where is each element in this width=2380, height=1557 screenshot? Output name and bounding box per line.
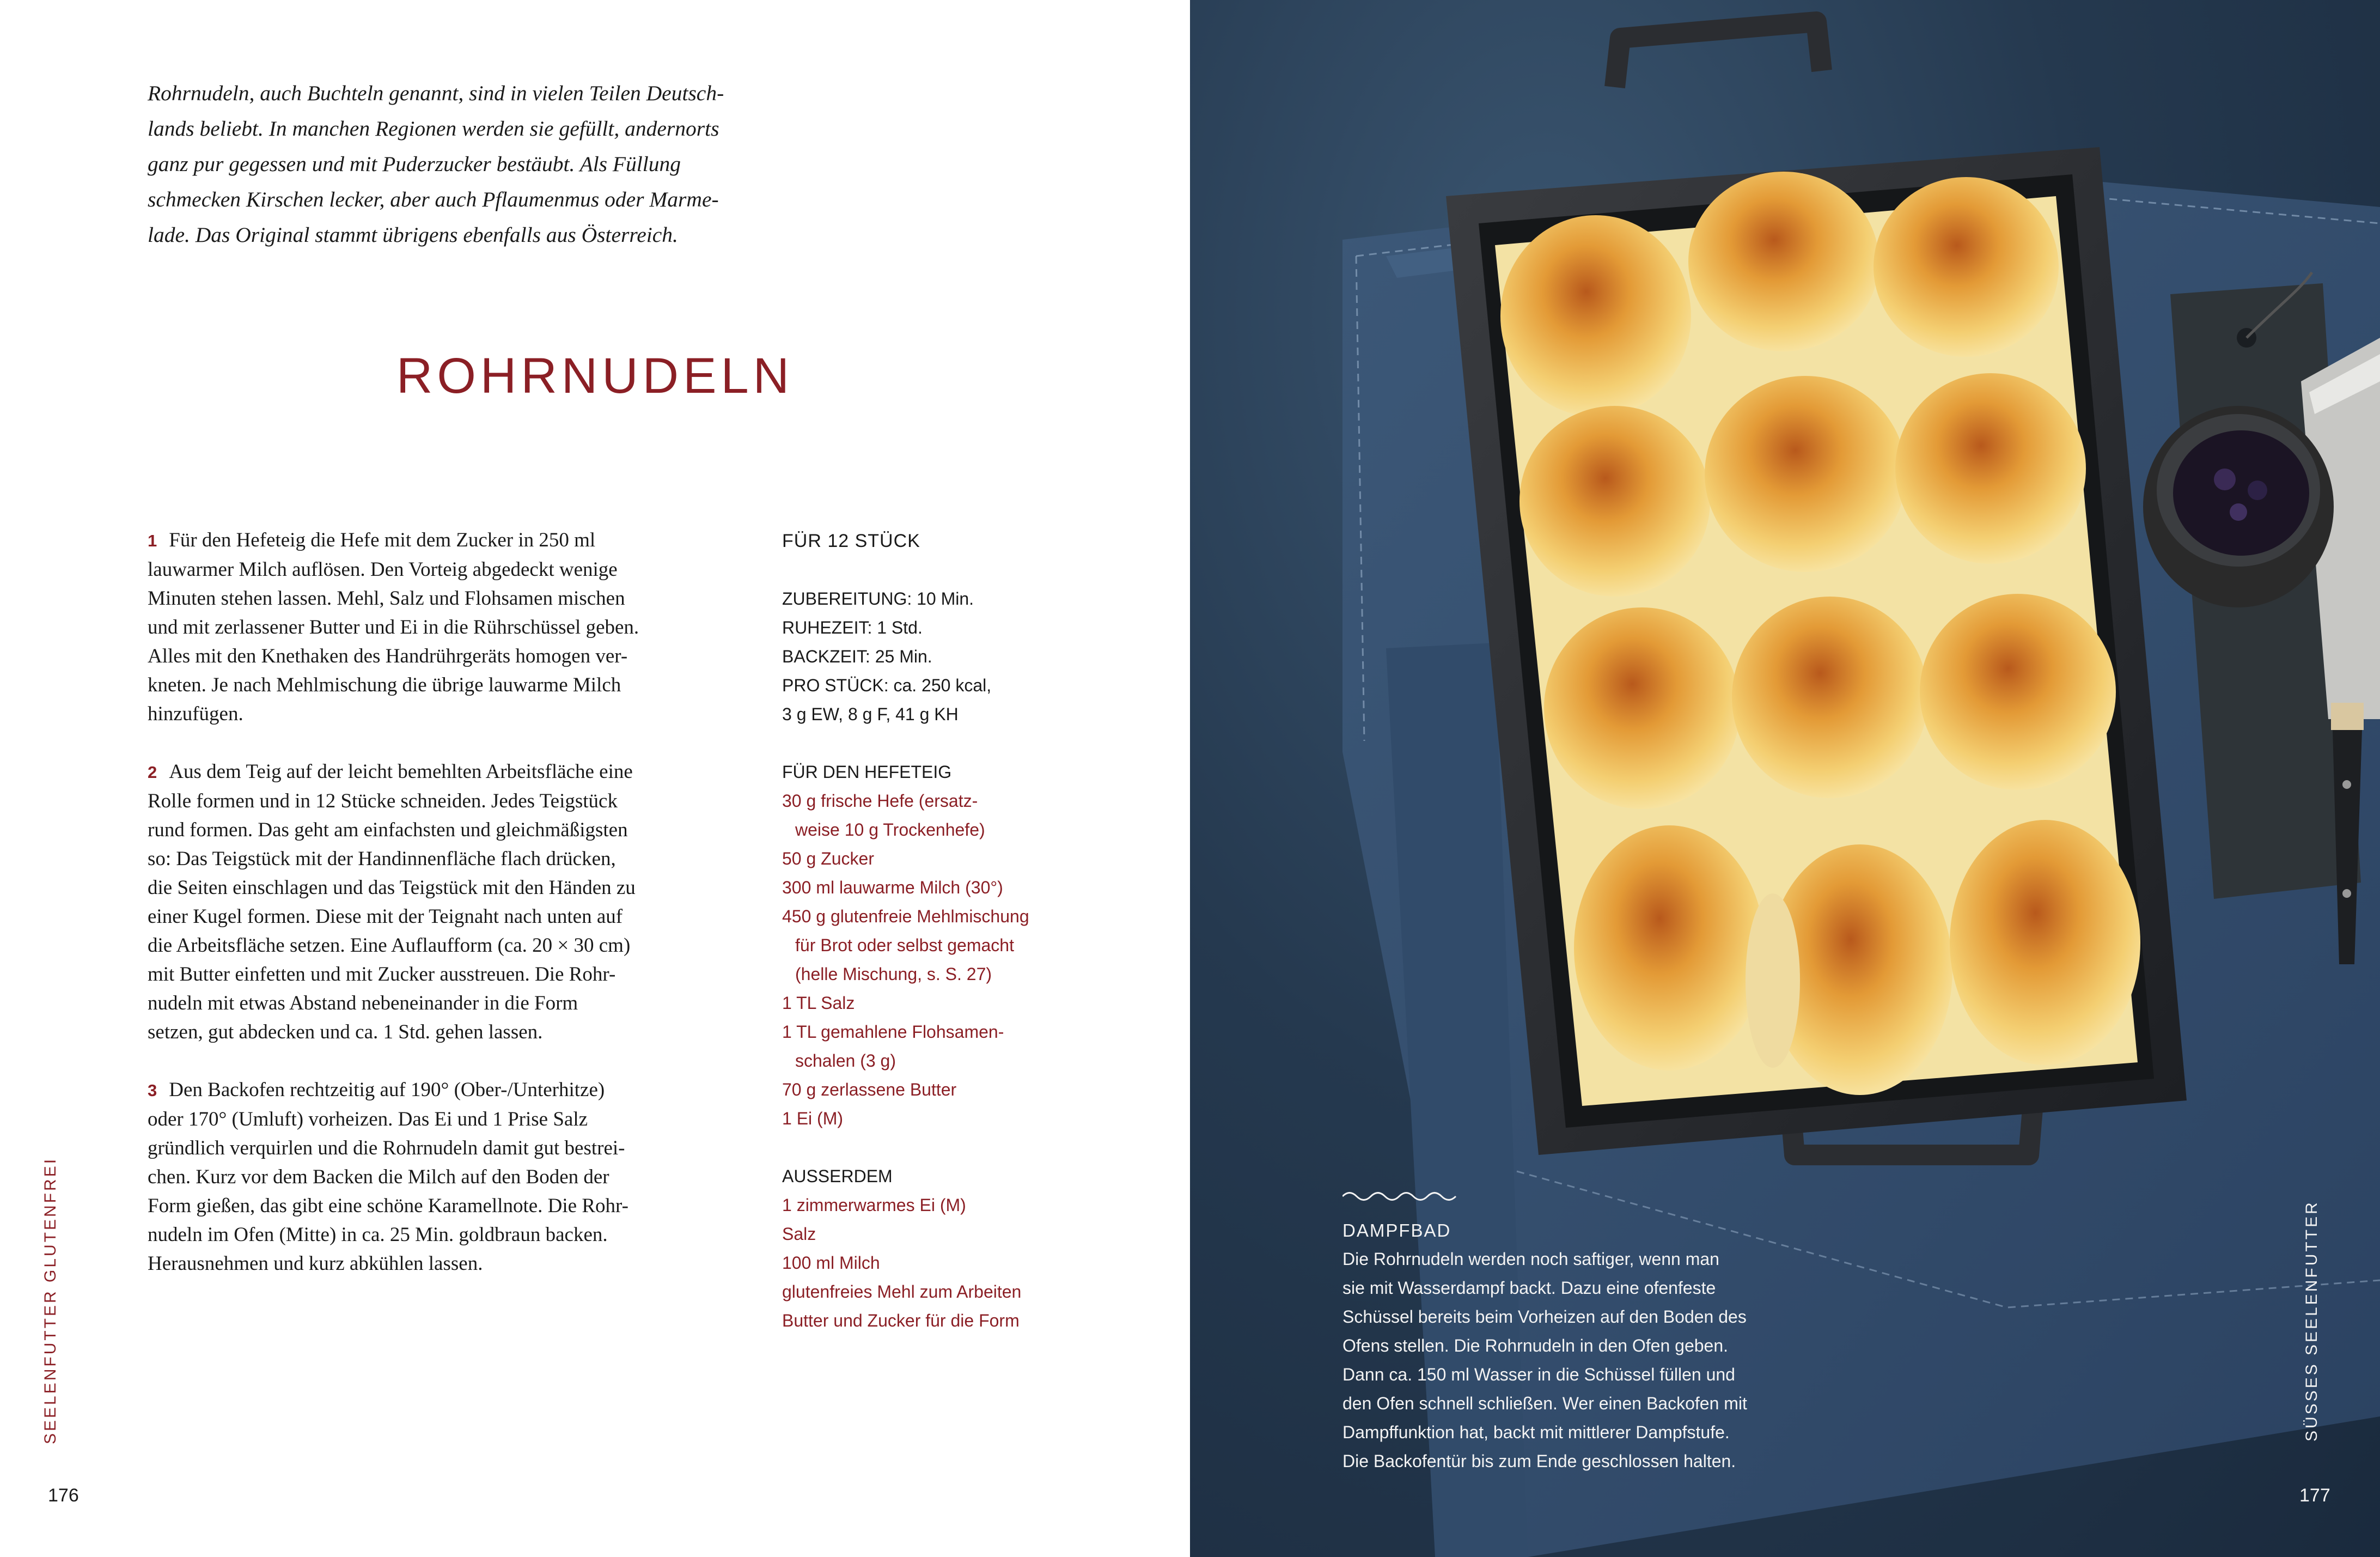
ingredient-item [782,1249,1109,1278]
wave-ornament-icon [1342,1189,1457,1203]
step-line: setzen, gut abdecken und ca. 1 Std. gehen lassen. [148,1021,543,1043]
intro-line: Rohrnudeln, auch Buchteln genannt, sind in vielen Teilen Deutsch- [148,81,724,105]
ingredient-line: schalen (3 g) [795,1051,896,1071]
step-line: einer Kugel formen. Diese mit der Teignaht nach unten auf [148,905,623,928]
ingredients-column [782,527,1109,1364]
intro-line: schmecken Kirschen lecker, aber auch Pflaumenmus oder Marme- [148,187,719,211]
ingredient-line: Butter und Zucker für die Form [782,1311,1020,1330]
ingredient-item [782,902,1109,989]
step-number: 2 [148,763,157,782]
bun [1688,172,1879,351]
intro-line: ganz pur gegessen und mit Puderzucker bestäubt. Als Füllung [148,152,681,176]
bun [1705,376,1906,572]
bun [1519,406,1710,597]
step-number: 3 [148,1081,157,1100]
ingredient-line: 300 ml lauwarme Milch (30°) [782,878,1003,897]
info-line: ZUBEREITUNG: 10 Min. [782,589,974,609]
step-line: kneten. Je nach Mehlmischung die übrige lauwarme Milch [148,674,621,696]
step-line: Für den Hefeteig die Hefe mit dem Zucker in 250 ml [169,529,596,551]
step-line: lauwarmer Milch auflösen. Den Vorteig abgedeckt wenige [148,558,618,581]
step-line: mit Butter einfetten und mit Zucker ausstreuen. Die Rohr- [148,963,616,986]
ingredient-group-heading: FÜR DEN HEFETEIG [782,762,952,782]
bun [1920,594,2116,790]
ingredient-item [782,989,1109,1018]
ingredient-item [782,787,1109,844]
buns [1500,172,2140,1095]
step-1 [148,526,725,728]
intro-paragraph [148,76,834,253]
tip-title: DAMPFBAD [1342,1220,1451,1240]
step-line: gründlich verquirlen und die Rohrnudeln damit gut bestrei- [148,1137,625,1159]
step-number: 1 [148,531,157,550]
ingredient-item [782,873,1109,902]
ingredient-line: 1 TL gemahlene Flohsamen- [782,1022,1004,1042]
ingredient-line: 70 g zerlassene Butter [782,1080,957,1099]
ingredient-item [782,1075,1109,1104]
bun [1544,607,1740,809]
ingredient-line: 100 ml Milch [782,1253,880,1273]
page-number-right: 177 [2299,1485,2330,1506]
running-head-right: SÜSSES SEELENFUTTER [2303,1200,2321,1442]
tip-box [1342,1189,1767,1476]
ingredient-item [782,1220,1109,1249]
step-line: hinzufügen. [148,703,243,725]
ingredient-line: weise 10 g Trockenhefe) [795,820,985,840]
ingredient-list-extra [782,1191,1109,1335]
ingredient-item [782,1018,1109,1075]
recipe-title: ROHRNUDELN [396,348,794,404]
tip-body [1342,1245,1767,1476]
step-line: Aus dem Teig auf der leicht bemehlten Arbeitsfläche eine [169,761,633,783]
tip-line: Dann ca. 150 ml Wasser in die Schüssel füllen und [1342,1365,1735,1384]
ingredient-line: (helle Mischung, s. S. 27) [795,964,992,984]
ingredient-line: 1 Ei (M) [782,1109,843,1128]
step-line: nudeln mit etwas Abstand nebeneinander in die Form [148,992,578,1014]
recipe-info [782,585,1109,729]
intro-line: lands beliebt. In manchen Regionen werden sie gefüllt, andernorts [148,117,719,141]
ingredient-item [782,1191,1109,1220]
tip-line: Die Rohrnudeln werden noch saftiger, wenn man [1342,1249,1719,1269]
info-line: BACKZEIT: 25 Min. [782,647,932,666]
tip-line: Die Backofentür bis zum Ende geschlossen halten. [1342,1451,1736,1471]
step-line: so: Das Teigstück mit der Handinnenfläche flach drücken, [148,848,616,870]
step-line: rund formen. Das geht am einfachsten und gleichmäßigsten [148,819,628,841]
tip-line: Schüssel bereits beim Vorheizen auf den Boden des [1342,1307,1747,1327]
tip-line: Ofens stellen. Die Rohrnudeln in den Ofen geben. [1342,1336,1729,1355]
ingredient-line: 50 g Zucker [782,849,874,868]
step-line: die Seiten einschlagen und das Teigstück mit den Händen zu [148,877,636,899]
bun [1895,373,2086,564]
bun [1950,820,2140,1065]
instruction-steps [148,526,725,1307]
tip-line: sie mit Wasserdampf backt. Dazu eine ofenfeste [1342,1278,1716,1298]
running-head-left: SEELENFUTTER GLUTENFREI [41,1157,59,1444]
bun [1732,597,1928,798]
ingredient-item [782,1104,1109,1133]
ingredient-line: 1 TL Salz [782,993,855,1013]
ingredient-line: 450 g glutenfreie Mehlmischung [782,907,1029,926]
page-number-left: 176 [48,1485,79,1506]
ingredient-item [782,844,1109,873]
info-line: RUHEZEIT: 1 Std. [782,618,923,637]
ingredient-line: glutenfreies Mehl zum Arbeiten [782,1282,1022,1301]
ingredient-line: 30 g frische Hefe (ersatz- [782,791,978,811]
ingredient-list-dough [782,787,1109,1133]
step-line: chen. Kurz vor dem Backen die Milch auf den Boden der [148,1166,609,1188]
step-line: oder 170° (Umluft) vorheizen. Das Ei und 1 Prise Salz [148,1108,588,1130]
ingredient-line: 1 zimmerwarmes Ei (M) [782,1195,966,1215]
ingredient-line: für Brot oder selbst gemacht [795,935,1014,955]
bun [1500,215,1691,417]
step-2 [148,757,725,1047]
step-line: und mit zerlassener Butter und Ei in die Rührschüssel geben. [148,616,639,638]
ingredient-group-heading: AUSSERDEM [782,1166,893,1186]
tip-line: Dampffunktion hat, backt mit mittlerer Dampfstufe. [1342,1422,1730,1442]
ingredient-line: Salz [782,1224,816,1244]
bun [1574,825,1765,1071]
info-line: PRO STÜCK: ca. 250 kcal, [782,676,992,695]
bun [1874,177,2059,357]
step-line: Form gießen, das gibt eine schöne Karamellnote. Die Rohr- [148,1195,628,1217]
step-line: Herausnehmen und kurz abkühlen lassen. [148,1252,483,1275]
step-line: nudeln im Ofen (Mitte) in ca. 25 Min. goldbraun backen. [148,1224,608,1246]
step-line: Alles mit den Knethaken des Handrührgeräts homogen ver- [148,645,628,667]
yield-heading: FÜR 12 STÜCK [782,531,920,551]
jam-bowl [2143,406,2334,607]
step-3 [148,1075,725,1278]
step-line: die Arbeitsfläche setzen. Eine Auflaufform (ca. 20 × 30 cm) [148,934,631,957]
tip-line: den Ofen schnell schließen. Wer einen Backofen mit [1342,1394,1747,1413]
ingredient-item [782,1306,1109,1335]
intro-line: lade. Das Original stammt übrigens ebenfalls aus Österreich. [148,223,678,247]
step-line: Rolle formen und in 12 Stücke schneiden. Jedes Teigstück [148,790,618,812]
info-line: 3 g EW, 8 g F, 41 g KH [782,704,959,724]
step-line: Den Backofen rechtzeitig auf 190° (Ober-/Unterhitze) [169,1079,605,1101]
ingredient-item [782,1278,1109,1306]
step-line: Minuten stehen lassen. Mehl, Salz und Flohsamen mischen [148,587,625,610]
